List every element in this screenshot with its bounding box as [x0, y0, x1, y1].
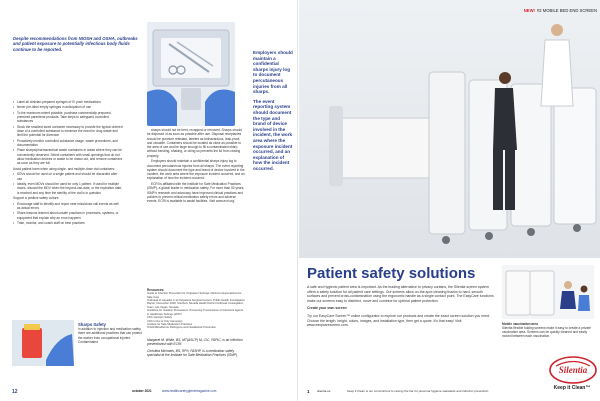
side-callout: [253, 50, 293, 171]
bullet-list-3: [13, 202, 123, 226]
silentia-url: silentia.us: [317, 389, 331, 393]
silentia-logo: [548, 355, 598, 385]
resource-item: Guide to Infection Prevention for Outpatient Settings: Minimum Expectations for Safe Care: [147, 292, 242, 299]
bullet-list-1: [13, 100, 123, 165]
author-bios: [147, 338, 247, 359]
banner-text: #2 MOBILE BED END SCREEN: [536, 8, 597, 13]
ad-paragraph-2: Try our EasyCare Screen™ online configurator to explore our products and create the exact screen solution you need. Choose the length, height, colors, images, and installation type, then get a quote. It's that easy! Visit www.easycarescreen.com.: [307, 313, 490, 328]
resource-item: OSHA Bloodborne Pathogens and Needlestick Prevention: [147, 326, 217, 330]
ad-headline: Patient safety solutions: [307, 265, 476, 282]
syringe-tray-photo: [147, 22, 235, 126]
side-callout-text-2: The event reporting system should document the type and brand of device involved in the incident, the work area where the exposure incident occurred, and an explanation of how the incident occurred.: [253, 98, 293, 171]
list-item: • Ideally, even MDVs should be used for only 1 patient. If used for multiple doses, discard the MDV when the beyond-use-date, or the expiration date, is reached and any time the sterility of the vial is in question: [13, 182, 123, 195]
footer-tagline: Keep it Clean is our commitment to raising the bar for personal hygiene standards and infection prevention.: [347, 389, 490, 393]
issue-date: october 2021: [132, 389, 152, 393]
hospital-screen-photo: [299, 0, 600, 258]
bullet-list-2: [13, 172, 123, 194]
resource-item: Guideline for Isolation Precautions: Preventing Transmission of Infectious Agents in Healthcare Settings (2007): [147, 309, 244, 316]
vaccination-photo: [502, 265, 594, 319]
list-item: • Label all clinician-prepared syringes of IV push medications: [13, 100, 123, 104]
resource-item: CDC Injection Safety: [147, 316, 172, 320]
vaccination-caption: [502, 322, 594, 338]
resources-title: Resources:: [147, 288, 165, 292]
resources: [147, 288, 245, 330]
left-column: [13, 100, 123, 227]
pull-quote-text: Despite recommendations from NIOSH and OSHA, outbreaks and patient exposure to potentially infectious body fluids continue to be reported.: [13, 36, 138, 52]
magazine-url: www.healthcarehygienemagazine.com: [162, 389, 217, 393]
new-product-banner: [524, 6, 597, 15]
ad-paragraph: A safe and hygienic patient area is important. As the leading alternative to privacy curtains, the Silentia screen system offers a safety solution for all patient care settings. Our screens allow on-the-spot cleaning thanks to hard, smooth surfaces and prevent cross-contamination using the ergonomic handle as a single contact point. The EasyCare functions make our screens easy to disinfect, move and combine for optimal patient protection.: [307, 285, 494, 303]
sharps-text: In addition to injection and medication safety, there are additional practices that can protect the worker from occupational injuries. Contaminated: [78, 327, 142, 344]
resource-item: CDC's One & Only Campaign: [147, 319, 183, 323]
author-bio: Christina Michaels, BS, RPh, FASHP, is a medication safety specialist at the Institute for Safe Medication Practices (ISMP).: [147, 348, 239, 357]
paragraph: sharps should not be bent, recapped or removed. Sharps should be disposed of as soon as possible after use. Disposal receptacles should be puncture resistant, labeled as biohazardous, leak-proof, and closable. Containers should be located as close as possible to the area of use and be large enough to fill a contaminated sharp without bending, shaking, or doing so prevents the lid from closing properly.: [147, 128, 242, 158]
sharps-section: [78, 322, 142, 344]
svg-text:Silentia: Silentia: [558, 365, 588, 375]
list-item: • To the maximum extent possible, purchase commercially prepared, premixed parenteral products. Take steps to safeguard controlled substances: [13, 111, 123, 124]
left-page: [0, 0, 298, 401]
slogan: Keep it Clean™: [553, 385, 591, 391]
ad-subheading: Create your own screen: [307, 306, 347, 311]
list-item: • Share lessons learned about unsafe practices in processes, systems, or equipment that explain why an error happens: [13, 211, 123, 220]
vial-intro: Avoid patient harm when using single- and multiple-dose vial containers:: [13, 166, 115, 171]
resource-item: Outbreak of Hepatitis C at Outpatient Surgical Centers. Public Health Investigation Report. December 2009. Southern Nevada Health District Outbreak Investigation Team, Las Vegas, Nevada.: [147, 299, 245, 309]
list-item: • Encourage staff to identify and report near miss/close call events as well as actual errors: [13, 202, 123, 211]
ad-page-number: 1: [307, 389, 310, 394]
list-item: • Never pre-label empty syringes in anticipation of use: [13, 105, 123, 109]
new-badge: NEW!: [523, 8, 535, 13]
ad-body: [307, 285, 495, 331]
vaccination-title: Mobile vaccination area: [502, 322, 538, 326]
paragraph: Employers should maintain a confidential sharps injury log to document percutaneous injuries from all sharps. The event reporting system should document the type and brand of device involved in the incident, the work area where the exposure incident occurred, and an explanation of how the incident occurred.: [147, 159, 245, 181]
list-item: • Stock the smallest sized container necessary to provide the typical ordered dose of a controlled substance to minimize the need for drug waste and limit the potential for diversion: [13, 125, 123, 138]
resource-item: Institute for Safe Medication Practices: [147, 322, 193, 326]
page-number: 12: [12, 389, 18, 395]
author-bio: Margaret M. White, BS, MT(ASCP) M, CIC, FAPIC, is an infection preventionist with ECRI.: [147, 338, 243, 347]
vaccination-text: Silentia flexible folding screens make it easy to create a private vaccination area. Screens can be quickly cleaned and easily moved between each vaccination.: [502, 326, 591, 339]
sharps-title: Sharps Safety: [78, 322, 106, 327]
side-callout-text: Employers should maintain a confidential sharps injury log to document percutaneous injuries from all sharps.: [253, 50, 293, 95]
pull-quote: [13, 36, 143, 52]
culture-intro: Support a positive safety culture:: [13, 196, 60, 200]
list-item: • SDVs should be used on a single patient and should be discarded after use: [13, 172, 123, 181]
list-item: • Place sharps/pharmaceutical waste containers in areas where they can be conveniently observed. Select containers with small openings that do not allow medication devices or waste to be drawn out, and remove containers as soon as they are full: [13, 148, 123, 165]
paragraph: ECRI is affiliated with the Institute for Safe Medication Practices (ISMP), a global leader in medication safety. For more than 50 years, ISMP's research and advocacy have improved clinical practices and policies to prevent critical medication safety errors and adverse events. ECRI is available to assist facilities. Visit www.ecri.org.: [147, 182, 245, 203]
list-item: • Proactively monitor controlled substance usage, waste procedures, and documentation: [13, 139, 123, 148]
middle-column: [147, 128, 245, 205]
right-page-ad: [299, 0, 600, 401]
list-item: • Train, monitor, and coach staff on best practices: [13, 221, 123, 225]
sharps-photo: [12, 320, 74, 366]
